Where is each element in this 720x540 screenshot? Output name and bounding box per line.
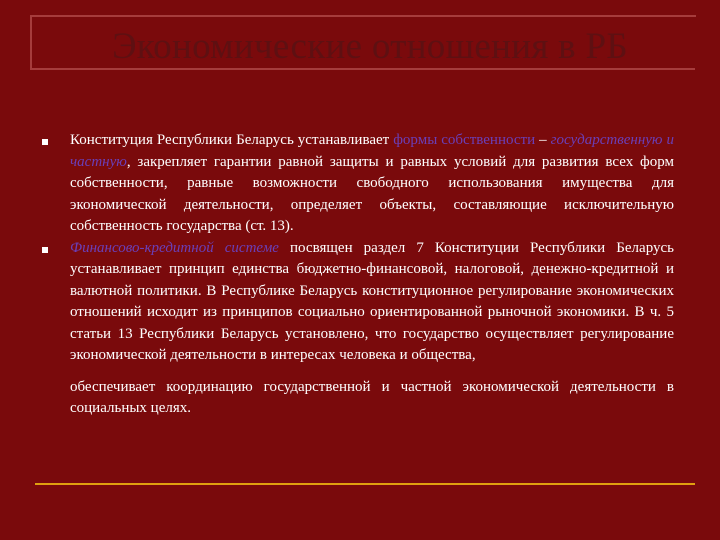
bullet-1-text-start: Конституция Республики Беларусь устанавливает [70,132,394,148]
square-bullet-icon [42,247,48,253]
slide-body [70,130,674,420]
bullet-2-continuation: обеспечивает координацию государственной и частной экономической деятельности в социальных целях. [70,378,674,416]
slide-title: Экономические отношения в РБ [112,26,628,67]
bullet-1-text-end: , закрепляет гарантии равной защиты и равных условий для развития всех форм собственности, равные возможности свободного использования имущества для экономической деятельности, определяет объекты, составляющие исключительную собственность государства (ст. 13). [70,153,674,234]
bullet-1-highlight-types: государственную и частную [70,132,674,170]
bullet-2-highlight-finance: Финансово-кредитной системе [70,239,279,256]
bullet-1-highlight-forms: формы собственности [393,132,536,148]
square-bullet-icon [42,139,48,145]
bullet-1-dash: – [535,132,551,148]
bullet-item-finance [70,238,674,420]
bullet-2-text: посвящен раздел 7 Конституции Республики Беларусь устанавливает принцип единства бюджетно-финансовой, налоговой, денежно-кредитной и валютной политики. В Республике Беларусь конституционное регулирование экономических отношений исходит из принципов социально ориентированной рыночной экономики. В ч. 5 статьи 13 Республики Беларусь установлено, что государство осуществляет регулирование экономической деятельности в интересах человека и общества, [70,239,675,363]
title-divider [30,68,695,70]
bottom-divider [35,483,695,485]
bullet-item-constitution [70,130,674,238]
